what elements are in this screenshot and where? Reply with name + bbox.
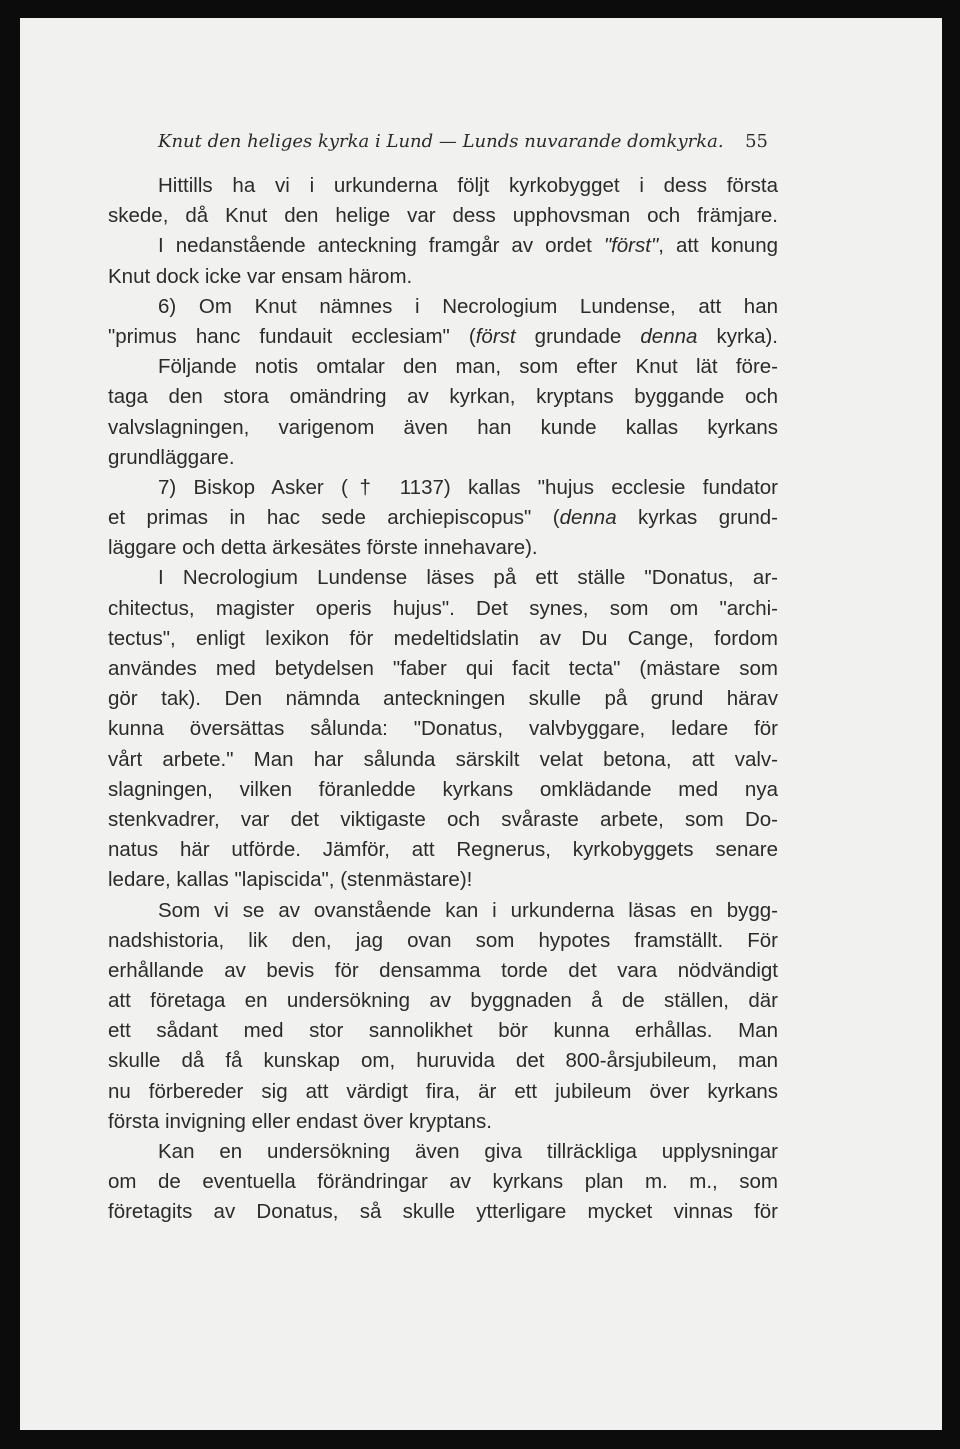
text-line: användes med betydelsen "faber qui facit tecta" (mästare som	[108, 657, 778, 680]
text-line: slagningen, vilken föranledde kyrkans omklädande med nya	[108, 777, 778, 801]
text-line: nu förbereder sig att värdigt fira, är ett jubileum över kyrkans	[108, 1079, 778, 1103]
text-line: läggare och detta ärkesätes förste innehavare).	[108, 536, 538, 560]
text-line: stenkvadrer, var det viktigaste och svåraste arbete, som Do-	[108, 807, 778, 831]
text-line: nadshistoria, lik den, jag ovan som hypotes framställt. För	[108, 928, 778, 952]
text-line: att företaga en undersökning av byggnaden å de ställen, där	[108, 989, 778, 1013]
book-page	[20, 18, 942, 1430]
text-line: valvslagningen, varigenom även han kunde kallas kyrkans	[108, 415, 778, 439]
text-line: I Necrologium Lundense läses på ett ställe "Donatus, ar-	[158, 566, 778, 590]
text-line: et primas in hac sede archiepiscopus" (denna kyrkas grund-	[108, 506, 778, 530]
text-line: ett sådant med stor sannolikhet bör kunna erhållas. Man	[108, 1019, 778, 1043]
running-title: Knut den heliges kyrka i Lund — Lunds nuvarande domkyrka.	[158, 131, 724, 152]
text-line: skulle då få kunskap om, huruvida det 800-årsjubileum, man	[108, 1049, 778, 1073]
text-line: tectus", enligt lexikon för medeltidslatin av Du Cange, fordom	[108, 626, 778, 650]
text-line: grundläggare.	[108, 445, 235, 469]
text-line: "primus hanc fundauit ecclesiam" (först grundade denna kyrka).	[108, 324, 778, 348]
text-line: Knut dock icke var ensam härom.	[108, 264, 413, 288]
text-line: natus här utförde. Jämför, att Regnerus, kyrkobyggets senare	[108, 838, 778, 862]
text-line: 6) Om Knut nämnes i Necrologium Lundense, att han	[158, 294, 778, 318]
text-line: taga den stora omändring av kyrkan, kryptans byggande och	[108, 385, 778, 409]
text-line: erhållande av bevis för densamma torde det vara nödvändigt	[108, 958, 778, 982]
page-number: 55	[745, 131, 768, 152]
text-line: Som vi se av ovanstående kan i urkunderna läsas en bygg-	[158, 898, 778, 922]
text-line: chitectus, magister operis hujus". Det synes, som om "archi-	[108, 596, 778, 620]
text-line: gör tak). Den nämnda anteckningen skulle på grund härav	[108, 687, 778, 711]
text-line: Hittills ha vi i urkunderna följt kyrkobygget i dess första	[158, 174, 778, 197]
text-line: 7) Biskop Asker († 1137) kallas "hujus ecclesie fundator	[158, 475, 778, 499]
text-line: Kan en undersökning även giva tillräckliga upplysningar	[158, 1140, 778, 1163]
text-line: vårt arbete." Man har sålunda särskilt velat betona, att valv-	[108, 747, 778, 771]
text-line: skede, då Knut den helige var dess upphovsman och främjare.	[108, 204, 778, 228]
text-line: I nedanstående anteckning framgår av ordet "först", att konung	[158, 234, 778, 258]
text-line: ledare, kallas "lapiscida", (stenmästare)!	[108, 868, 473, 892]
text-line: kunna översättas sålunda: "Donatus, valvbyggare, ledare för	[108, 717, 778, 741]
text-line: första invigning eller endast över kryptans.	[108, 1109, 493, 1133]
body-text	[108, 171, 778, 1228]
text-line: Följande notis omtalar den man, som efter Knut lät före-	[158, 355, 778, 379]
running-header	[158, 131, 768, 161]
text-line: om de eventuella förändringar av kyrkans plan m. m., som	[108, 1170, 778, 1194]
text-line: företagits av Donatus, så skulle ytterligare mycket vinnas för	[108, 1200, 778, 1224]
